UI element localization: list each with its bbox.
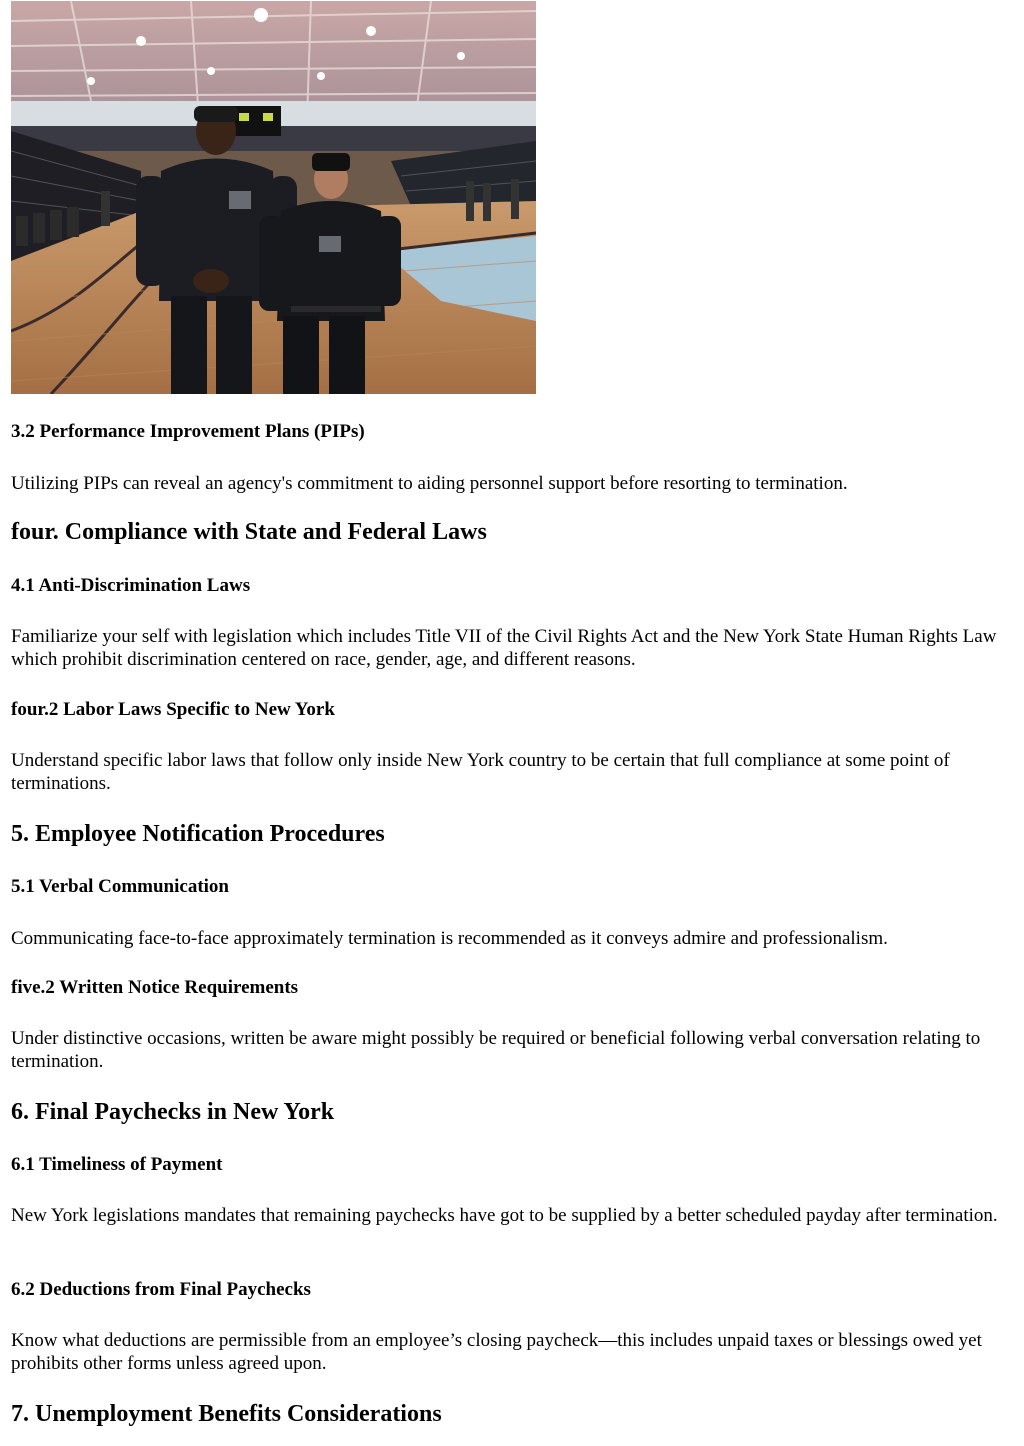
paragraph-verbal: Communicating face-to-face approximately termination is recommended as it conveys admire and professionalism. [11, 928, 888, 949]
heading-5-notification: 5. Employee Notification Procedures [11, 821, 385, 847]
heading-4-1-anti-discrimination: 4.1 Anti-Discrimination Laws [11, 575, 251, 596]
paragraph-pips: Utilizing PIPs can reveal an agency's commitment to aiding personnel support before resorting to termination. [11, 473, 848, 494]
heading-5-1-verbal: 5.1 Verbal Communication [11, 876, 229, 897]
heading-6-1-timeliness: 6.1 Timeliness of Payment [11, 1154, 223, 1175]
heading-5-2-written-notice: five.2 Written Notice Requirements [11, 977, 299, 998]
heading-4-compliance: four. Compliance with State and Federal Laws [11, 519, 487, 545]
heading-6-2-deductions: 6.2 Deductions from Final Paychecks [11, 1279, 311, 1300]
heading-6-final-paychecks: 6. Final Paychecks in New York [11, 1099, 335, 1125]
heading-7-unemployment: 7. Unemployment Benefits Considerations [11, 1401, 442, 1427]
heading-4-2-labor-laws: four.2 Labor Laws Specific to New York [11, 699, 335, 720]
heading-3-2-pips: 3.2 Performance Improvement Plans (PIPs) [11, 421, 365, 442]
paragraph-anti-discrimination: Familiarize your self with legislation which includes Title VII of the Civil Rights Act and the New York State Human Rights Law which prohibit discrimination centered on race, gender, age, and different reasons. [11, 626, 997, 670]
paragraph-timeliness: New York legislations mandates that remaining paychecks have got to be supplied by a better scheduled payday after termination. [11, 1205, 998, 1226]
paragraph-deductions: Know what deductions are permissible from an employee’s closing paycheck—this includes unpaid taxes or blessings owed yet prohibits other forms unless agreed upon. [11, 1330, 982, 1374]
paragraph-labor-laws: Understand specific labor laws that follow only inside New York country to be certain that full compliance at some point of terminations. [11, 750, 950, 794]
article-photo [11, 1, 536, 394]
paragraph-written-notice: Under distinctive occasions, written be aware might possibly be required or beneficial following verbal conversation relating to termination. [11, 1028, 981, 1072]
